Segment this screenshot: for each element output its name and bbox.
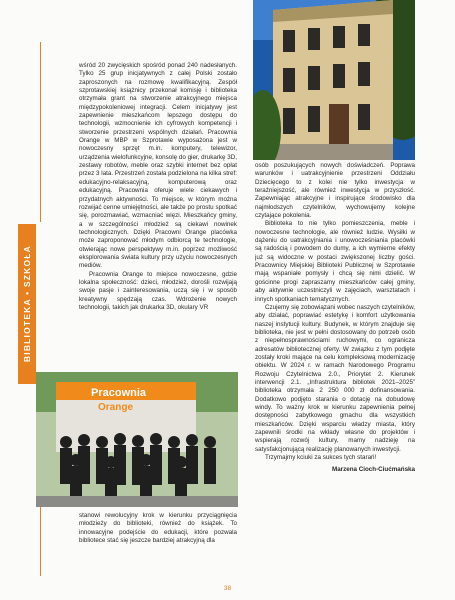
paragraph: stanowi rewolucyjny krok w kierunku przyciągnięcia młodzieży do biblioteki, również do książek. To innowacyjne podejście do edukacji, które pozwala bibliotece stać się jeszcze bardziej atrakcyjną dla: [79, 512, 237, 545]
photo-sign-pracownia: Pracownia: [91, 387, 147, 399]
article-column-right: [255, 162, 415, 580]
page-number: 38: [223, 585, 232, 592]
building-illustration: [253, 0, 415, 160]
paragraph: Trzymajmy kciuki za sukces tych starań!: [265, 454, 377, 462]
photo-sign-orange: Orange: [98, 402, 134, 413]
side-rule-top: [40, 42, 41, 222]
pracownia-orange-group-photo: [36, 372, 238, 507]
group-photo-illustration: [36, 372, 238, 507]
paragraph: osób poszukujących nowych doświadczeń. Poprawa warunków i uatrakcyjnienie przestrzeni Oddziału Dziecięcego to z kolei nie tylko inwestycja w teraźniejszość, ale również inwestycja w przyszłość. Zapewniając atrakcyjne i inspirujące środowisko dla najmłodszych czytelników, wychowujemy kolejne czytające pokolenia.: [255, 162, 415, 220]
paragraph: Biblioteka to nie tylko pomieszczenia, meble i nowoczesne technologie, ale również ludzie. Wysiłki w dążeniu do uatrakcyjniania i unowocześniania placówki są radością i powodem do dumy, a ich wymierne efekty już są widoczne w postaci zwiększonej liczby gości. Pracownicy Miejskiej Biblioteki Publicznej w Szprotawie mają wspaniałe pomysły i chcą się nimi dzielić. W gościnne progi zapraszamy mieszkańców całej gminy, aby aktywnie uczestniczyli w zajęciach, warsztatach i innych spotkaniach tematycznych.: [255, 220, 415, 303]
paragraph: Czujemy się zobowiązani wobec naszych czytelników, aby działać, poprawiać estetykę i komfort użytkowania naszej instytucji kultury. Budynek, w którym znajduje się biblioteka, nie jest w pełni dostosowany do potrzeb osób z niepełnosprawnościami ruchowymi, co ogranicza adresatów bibliotecznej oferty. W związku z tym podjęte zostały kroki mające na celu kompleksową modernizację obiektu. W 2024 r. w ramach Narodowego Programu Rozwoju Czytelnictwa 2.0., Priorytet 2. Kierunek interwencji 2.1. „Infrastruktura bibliotek 2021–2025” biblioteka otrzymała 2 250 000 zł dofinansowania. Dodatkowo podjęto starania o dotację na dobudowę windy. To ważny krok w kierunku zapewnienia pełnej dostępności zabytkowego gmachu dla wszystkich mieszkańców. Dzięki wsparciu władzy miasta, który zapewnili środki na wkłady własne do projektów i wspierają rozwój kultury, mamy nadzieję na satysfakcjonującą realizację planowanych inwestycji.: [255, 303, 415, 453]
author-signature: Marzena Cioch-Ciućmańska: [331, 466, 415, 474]
paragraph: wśród 20 zwycięskich spośród ponad 240 nadesłanych. Tylko 25 grup inicjatywnych z całej Polski zostało zaproszonych na rozmowę kwalifikacyjną. Zespół szprotawskiej książnicy przekonał komisję i biblioteka otrzymała grant na stworzenie atrakcyjnego miejsca międzypokoleniowej integracji. Celem inicjatywy jest zapewnienie mieszkańcom lepszego dostępu do technologii, wzmocnienie ich cyfrowych kompetencji i stworzenie przestrzeni wspólnych działań. Pracownia Orange w MBP w Szprotawie wyposażona jest w nowoczesny sprzęt m.in. komputery, telewizor, urządzenia wielofunkcyjne, konsolę do gier, drukarkę 3D, zestawy robotów, meble oraz szybki internet bez opłat przez 3 lata. Przestrzeń została podzielona na kilka stref: edukacyjno-relaksacyjną, komputerową oraz edukacyjną. Pracownia oferuje wiele ciekawych i przydatnych aktywności. To miejsce, w którym można rozwijać cenne umiejętności, ale także po prostu spotkać się, porozmawiać, wzmacniać więzi. Mieszkańcy gminy, a w szczególności młodzież są ciekawi nowinek technologicznych. Dzięki Pracowni Orange placówka może zaproponować młodym odbiorcą te technologie, otwierając nowe perspektywy m.in. poprzez możliwość eksplorowania świata kultury przy użyciu nowoczesnych mediów.: [79, 62, 237, 270]
article-column-left-top: [79, 62, 237, 368]
section-side-label: [18, 224, 36, 384]
section-side-label-text: BIBLIOTEKA • SZKOŁA: [22, 245, 32, 363]
library-building-photo: [253, 0, 415, 160]
article-column-left-bottom: [79, 512, 237, 578]
paragraph: Pracownia Orange to miejsce nowoczesne, gdzie lokalna społeczność: dzieci, młodzież, dorośli rozwijają swoje pasje i zainteresowania, uczą się i w sposób kreatywny spędzają czas. Wdrożenie nowych technologii, takich jak drukarka 3D, okulary VR: [79, 270, 237, 311]
